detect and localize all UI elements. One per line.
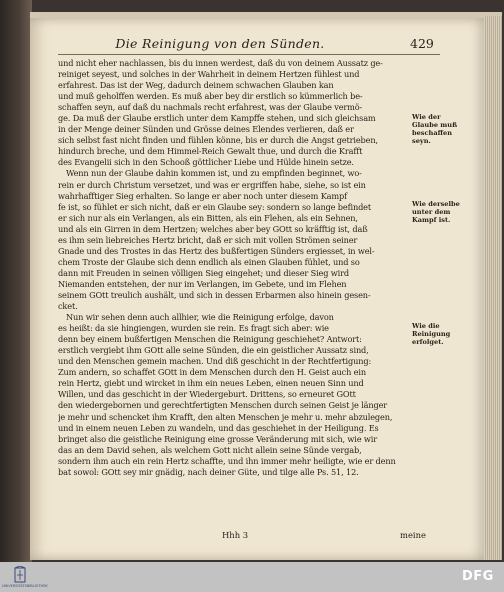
- dfg-logo: DFG: [462, 569, 494, 584]
- text-line: Gnade und des Trostes in das Hertz des bußfertigen Sünders ergiesset, in wel-: [58, 245, 375, 256]
- library-logo-label: UNIVERSITÄTSBIBLIOTHEK: [2, 584, 48, 588]
- page-fore-edge: [484, 16, 502, 560]
- text-line: Nun wir sehen denn auch allhier, wie die Reinigung erfolge, davon: [66, 312, 334, 323]
- head-rule: [58, 54, 440, 55]
- text-line: bringet also die geistliche Reinigung eine grosse Veränderung mit sich, wie wir: [58, 433, 377, 444]
- viewer-footer-bar: [0, 562, 504, 592]
- text-line: rein er durch Christum versetzet, und was er ergriffen habe, siehe, so ist ein: [58, 179, 366, 190]
- text-line: und als ein Girren in dem Hertzen; welches aber bey GOtt so kräfftig ist, daß: [58, 223, 368, 234]
- text-line: seinem GOtt treulich aushält, und sich in dessen Erbarmen also hinein gesen-: [58, 289, 371, 300]
- book-gutter: [0, 0, 32, 562]
- text-line: erfahrest. Das ist der Weg, dadurch deinem schwachen Glauben kan: [58, 80, 334, 91]
- text-line: erstlich vergiebt ihm GOtt alle seine Sünden, die ein geistlicher Aussatz sind,: [58, 345, 369, 356]
- text-line: reiniget seyest, und solches in der Wahrheit in deinem Hertzen fühlest und: [58, 69, 360, 80]
- text-line: schaffen seyn, auf daß du nachmals recht erfahrest, was der Glaube vermö-: [58, 102, 363, 113]
- text-line: es ihm sein liebreiches Hertz bricht, daß er sich mit vollen Strömen seiner: [58, 234, 358, 245]
- margin-note: Wie der Glaube muß beschaffen seyn.: [412, 113, 458, 145]
- text-line: dann mit Freuden in seinen völligen Sieg eingehet; und dieser Sieg wird: [58, 267, 349, 278]
- text-line: sondern ihm auch ein rein Hertz schaffte, und ihn immer mehr heiligte, wie er denn: [58, 455, 396, 466]
- text-line: Niemanden entstehen, der nur im Verlangen, im Gebete, und im Flehen: [58, 278, 347, 289]
- running-head: Die Reinigung von den Sünden.: [115, 36, 325, 51]
- text-line: bat sowol: GOtt sey mir gnädig, nach deiner Güte, und tilge alle Ps. 51, 12.: [58, 466, 359, 477]
- text-line: sich selbst fast nicht finden und fühlen könne, bis er durch die Angst getrieben,: [58, 135, 378, 146]
- text-line: denn bey einem bußfertigen Menschen die Reinigung geschiehet? Antwort:: [58, 334, 362, 345]
- text-line: Wenn nun der Glaube dahin kommen ist, und zu empfinden beginnet, wo-: [66, 168, 362, 179]
- margin-note: Wie derselbe unter dem Kampf ist.: [412, 200, 460, 224]
- text-line: und nicht eher nachlassen, bis du innen werdest, daß du von deinem Aussatz ge-: [58, 58, 383, 68]
- text-line: er sich nur als ein Verlangen, als ein Bitten, als ein Flehen, als ein Sehnen,: [58, 212, 358, 223]
- text-line: Zum andern, so schaffet GOtt in dem Menschen durch den H. Geist auch ein: [58, 367, 366, 378]
- page-number: 429: [410, 36, 434, 51]
- text-line: chem Troste der Glaube sich denn endlich als einen Glauben fühlet, und so: [58, 256, 360, 267]
- text-line: fe ist, so fühlet er sich nicht, daß er ein Glaube sey: sondern so lange befindet: [58, 201, 371, 212]
- text-line: hindurch breche, und dem Himmel-Reich Gewalt thue, und durch die Krafft: [58, 146, 363, 157]
- text-line: cket.: [58, 301, 78, 312]
- text-line: und muß geholffen werden. Es muß aber bey dir erstlich so kümmerlich be-: [58, 91, 363, 102]
- text-line: ge. Da muß der Glaube erstlich unter dem Kampffe stehen, und sich gleichsam: [58, 113, 376, 124]
- signature-mark: Hhh 3: [222, 530, 249, 540]
- margin-note: Wie die Reinigung erfolget.: [412, 322, 451, 346]
- text-line: Willen, und das geschicht in der Wiedergeburt. Drittens, so erneuret GOtt: [58, 389, 356, 400]
- text-line: rein Hertz, giebt und wircket in ihm ein neues Leben, einen neuen Sinn und: [58, 378, 364, 389]
- text-line: das an dem David sehen, als welchem Gott nicht allein seine Sünde vergab,: [58, 444, 362, 455]
- text-line: in der Menge deiner Sünden und Grösse deines Elendes verlieren, daß er: [58, 124, 354, 135]
- text-line: des Evangelii sich in den Schooß göttlicher Liebe und Hülde hinein setze.: [58, 157, 354, 168]
- text-line: und den Menschen gemein machen. Und diß geschicht in der Rechtfertigung:: [58, 356, 372, 367]
- text-line: es heißt: da sie hingiengen, wurden sie rein. Es fragt sich aber: wie: [58, 323, 329, 334]
- text-line: je mehr und schencket ihm Krafft, den alten Menschen je mehr u. mehr abzulegen,: [58, 411, 393, 422]
- catchword: meine: [400, 530, 426, 540]
- body-text: [58, 58, 406, 478]
- text-line: den wiedergebornen und gerechtfertigten Menschen durch seinen Geist je länger: [58, 400, 388, 411]
- text-line: wahrhafftiger Sieg erhalten. So lange er aber noch unter diesem Kampf: [58, 190, 347, 201]
- text-line: und in einem neuen Leben zu wandeln, und das geschiehet in der Heiligung. Es: [58, 422, 379, 433]
